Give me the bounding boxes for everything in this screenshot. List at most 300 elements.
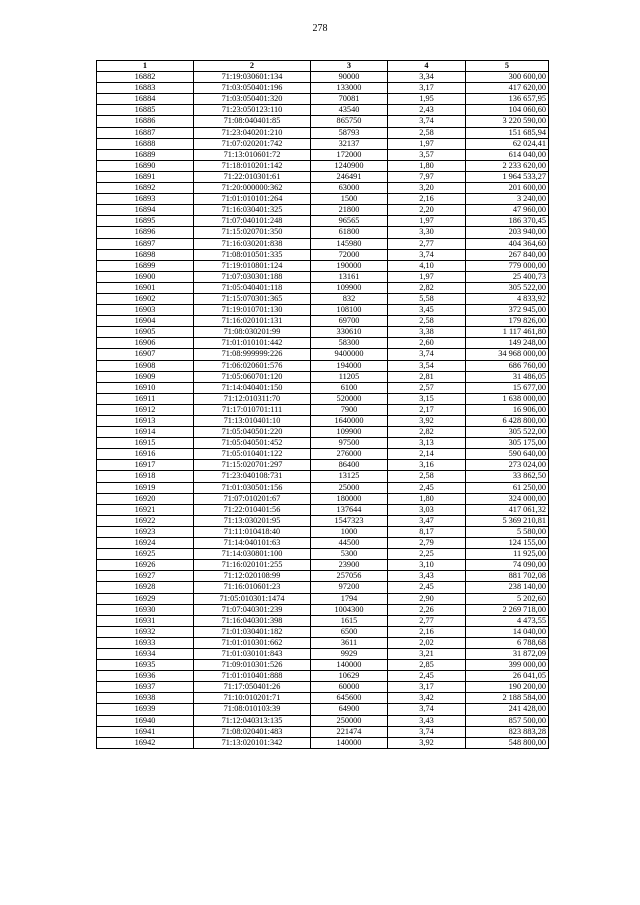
table-row bbox=[97, 316, 549, 327]
row-number-cell: 16932 bbox=[97, 626, 194, 637]
row-number-cell: 16931 bbox=[97, 615, 194, 626]
area-cell: 3611 bbox=[311, 637, 388, 648]
table-row bbox=[97, 460, 549, 471]
value-cell: 324 000,00 bbox=[466, 493, 549, 504]
cadastral-number-cell: 71:22:010301:61 bbox=[194, 171, 311, 182]
rate-cell: 2,82 bbox=[388, 282, 466, 293]
row-number-cell: 16937 bbox=[97, 682, 194, 693]
page-number: 278 bbox=[312, 23, 328, 34]
rate-cell: 3,30 bbox=[388, 227, 466, 238]
rate-cell: 3,43 bbox=[388, 715, 466, 726]
value-cell: 2 233 620,00 bbox=[466, 160, 549, 171]
area-cell: 96565 bbox=[311, 216, 388, 227]
row-number-cell: 16899 bbox=[97, 260, 194, 271]
row-number-cell: 16939 bbox=[97, 704, 194, 715]
cadastral-number-cell: 71:05:010401:122 bbox=[194, 449, 311, 460]
area-cell: 246491 bbox=[311, 171, 388, 182]
area-cell: 1547323 bbox=[311, 515, 388, 526]
area-cell: 1240900 bbox=[311, 160, 388, 171]
area-cell: 43540 bbox=[311, 105, 388, 116]
rate-cell: 2,82 bbox=[388, 427, 466, 438]
cadastral-number-cell: 71:20:000000:362 bbox=[194, 183, 311, 194]
value-cell: 881 702,08 bbox=[466, 571, 549, 582]
table-row bbox=[97, 726, 549, 737]
table-row bbox=[97, 404, 549, 415]
rate-cell: 3,17 bbox=[388, 83, 466, 94]
cadastral-number-cell: 71:16:040301:398 bbox=[194, 615, 311, 626]
rate-cell: 3,54 bbox=[388, 360, 466, 371]
cadastral-number-cell: 71:16:030201:838 bbox=[194, 238, 311, 249]
rate-cell: 3,38 bbox=[388, 327, 466, 338]
cadastral-number-cell: 71:07:010201:67 bbox=[194, 493, 311, 504]
column-header-3: 3 bbox=[311, 61, 388, 72]
table-row bbox=[97, 227, 549, 238]
value-cell: 857 500,00 bbox=[466, 715, 549, 726]
cadastral-number-cell: 71:07:020201:742 bbox=[194, 138, 311, 149]
area-cell: 9929 bbox=[311, 648, 388, 659]
cadastral-number-cell: 71:05:060701:120 bbox=[194, 371, 311, 382]
row-number-cell: 16926 bbox=[97, 560, 194, 571]
row-number-cell: 16894 bbox=[97, 205, 194, 216]
row-number-cell: 16901 bbox=[97, 282, 194, 293]
table-row bbox=[97, 138, 549, 149]
column-header-5: 5 bbox=[466, 61, 549, 72]
area-cell: 1500 bbox=[311, 194, 388, 205]
table-row bbox=[97, 671, 549, 682]
table-row bbox=[97, 737, 549, 748]
value-cell: 823 883,28 bbox=[466, 726, 549, 737]
table-row bbox=[97, 615, 549, 626]
rate-cell: 2,85 bbox=[388, 660, 466, 671]
cadastral-number-cell: 71:23:050123:110 bbox=[194, 105, 311, 116]
area-cell: 257056 bbox=[311, 571, 388, 582]
value-cell: 417 620,00 bbox=[466, 83, 549, 94]
cadastral-number-cell: 71:09:010301:526 bbox=[194, 660, 311, 671]
cadastral-number-cell: 71:23:040108:731 bbox=[194, 471, 311, 482]
value-cell: 34 968 000,00 bbox=[466, 349, 549, 360]
table-row bbox=[97, 260, 549, 271]
area-cell: 180000 bbox=[311, 493, 388, 504]
cadastral-number-cell: 71:17:010701:111 bbox=[194, 404, 311, 415]
area-cell: 64900 bbox=[311, 704, 388, 715]
row-number-cell: 16907 bbox=[97, 349, 194, 360]
table-row bbox=[97, 205, 549, 216]
table-row bbox=[97, 116, 549, 127]
table-row bbox=[97, 449, 549, 460]
table-row bbox=[97, 416, 549, 427]
area-cell: 11205 bbox=[311, 371, 388, 382]
table-row bbox=[97, 72, 549, 83]
area-cell: 194000 bbox=[311, 360, 388, 371]
rate-cell: 1,80 bbox=[388, 160, 466, 171]
row-number-cell: 16921 bbox=[97, 504, 194, 515]
area-cell: 6100 bbox=[311, 382, 388, 393]
table-row bbox=[97, 393, 549, 404]
table-row bbox=[97, 271, 549, 282]
cadastral-number-cell: 71:06:020601:576 bbox=[194, 360, 311, 371]
rate-cell: 3,21 bbox=[388, 648, 466, 659]
row-number-cell: 16909 bbox=[97, 371, 194, 382]
row-number-cell: 16892 bbox=[97, 183, 194, 194]
cadastral-number-cell: 71:08:020401:483 bbox=[194, 726, 311, 737]
cadastral-number-cell: 71:05:040401:118 bbox=[194, 282, 311, 293]
rate-cell: 3,92 bbox=[388, 416, 466, 427]
cadastral-number-cell: 71:14:040101:63 bbox=[194, 538, 311, 549]
cadastral-number-cell: 71:08:030201:99 bbox=[194, 327, 311, 338]
rate-cell: 2,57 bbox=[388, 382, 466, 393]
cadastral-number-cell: 71:16:020101:131 bbox=[194, 316, 311, 327]
value-cell: 201 600,00 bbox=[466, 183, 549, 194]
cadastral-number-cell: 71:08:010103:39 bbox=[194, 704, 311, 715]
area-cell: 1794 bbox=[311, 593, 388, 604]
value-cell: 6 788,68 bbox=[466, 637, 549, 648]
table-row bbox=[97, 438, 549, 449]
table-row bbox=[97, 526, 549, 537]
table-row bbox=[97, 360, 549, 371]
area-cell: 109900 bbox=[311, 282, 388, 293]
value-cell: 2 269 718,00 bbox=[466, 604, 549, 615]
rate-cell: 5,58 bbox=[388, 293, 466, 304]
cadastral-number-cell: 71:16:030401:325 bbox=[194, 205, 311, 216]
table-row bbox=[97, 549, 549, 560]
value-cell: 417 061,32 bbox=[466, 504, 549, 515]
row-number-cell: 16915 bbox=[97, 438, 194, 449]
rate-cell: 2,16 bbox=[388, 626, 466, 637]
table-row bbox=[97, 238, 549, 249]
row-number-cell: 16885 bbox=[97, 105, 194, 116]
value-cell: 3 240,00 bbox=[466, 194, 549, 205]
cadastral-number-cell: 71:01:030101:843 bbox=[194, 648, 311, 659]
value-cell: 26 041,05 bbox=[466, 671, 549, 682]
rate-cell: 2,16 bbox=[388, 194, 466, 205]
cadastral-number-cell: 71:01:030401:182 bbox=[194, 626, 311, 637]
rate-cell: 2,45 bbox=[388, 582, 466, 593]
table-row bbox=[97, 560, 549, 571]
area-cell: 250000 bbox=[311, 715, 388, 726]
cadastral-number-cell: 71:07:030301:188 bbox=[194, 271, 311, 282]
area-cell: 44500 bbox=[311, 538, 388, 549]
row-number-cell: 16893 bbox=[97, 194, 194, 205]
rate-cell: 2,81 bbox=[388, 371, 466, 382]
rate-cell: 3,20 bbox=[388, 183, 466, 194]
value-cell: 305 175,00 bbox=[466, 438, 549, 449]
row-number-cell: 16895 bbox=[97, 216, 194, 227]
cadastral-number-cell: 71:15:020701:297 bbox=[194, 460, 311, 471]
rate-cell: 3,03 bbox=[388, 504, 466, 515]
value-cell: 404 364,60 bbox=[466, 238, 549, 249]
cadastral-number-cell: 71:11:010418:40 bbox=[194, 526, 311, 537]
row-number-cell: 16935 bbox=[97, 660, 194, 671]
cadastral-number-cell: 71:01:010301:662 bbox=[194, 637, 311, 648]
rate-cell: 3,43 bbox=[388, 571, 466, 582]
cadastral-number-cell: 71:12:010311:70 bbox=[194, 393, 311, 404]
area-cell: 1640000 bbox=[311, 416, 388, 427]
cadastral-number-cell: 71:19:010701:130 bbox=[194, 305, 311, 316]
area-cell: 13161 bbox=[311, 271, 388, 282]
area-cell: 60000 bbox=[311, 682, 388, 693]
data-table bbox=[96, 60, 549, 749]
area-cell: 832 bbox=[311, 293, 388, 304]
row-number-cell: 16888 bbox=[97, 138, 194, 149]
rate-cell: 1,97 bbox=[388, 271, 466, 282]
value-cell: 1 964 533,27 bbox=[466, 171, 549, 182]
value-cell: 399 000,00 bbox=[466, 660, 549, 671]
value-cell: 1 117 461,80 bbox=[466, 327, 549, 338]
value-cell: 1 638 000,00 bbox=[466, 393, 549, 404]
row-number-cell: 16900 bbox=[97, 271, 194, 282]
table-row bbox=[97, 371, 549, 382]
cadastral-number-cell: 71:16:010601:23 bbox=[194, 582, 311, 593]
rate-cell: 4,10 bbox=[388, 260, 466, 271]
row-number-cell: 16908 bbox=[97, 360, 194, 371]
table-row bbox=[97, 338, 549, 349]
rate-cell: 2,90 bbox=[388, 593, 466, 604]
table-row bbox=[97, 515, 549, 526]
rate-cell: 3,15 bbox=[388, 393, 466, 404]
area-cell: 97500 bbox=[311, 438, 388, 449]
row-number-cell: 16918 bbox=[97, 471, 194, 482]
area-cell: 1615 bbox=[311, 615, 388, 626]
table-row bbox=[97, 538, 549, 549]
row-number-cell: 16925 bbox=[97, 549, 194, 560]
table-row bbox=[97, 582, 549, 593]
row-number-cell: 16887 bbox=[97, 127, 194, 138]
cadastral-number-cell: 71:13:010601:72 bbox=[194, 149, 311, 160]
row-number-cell: 16940 bbox=[97, 715, 194, 726]
area-cell: 133000 bbox=[311, 83, 388, 94]
row-number-cell: 16917 bbox=[97, 460, 194, 471]
row-number-cell: 16938 bbox=[97, 693, 194, 704]
table-row bbox=[97, 626, 549, 637]
row-number-cell: 16898 bbox=[97, 249, 194, 260]
rate-cell: 2,20 bbox=[388, 205, 466, 216]
area-cell: 23900 bbox=[311, 560, 388, 571]
rate-cell: 1,95 bbox=[388, 94, 466, 105]
table-row bbox=[97, 249, 549, 260]
row-number-cell: 16916 bbox=[97, 449, 194, 460]
table-row bbox=[97, 94, 549, 105]
row-number-cell: 16906 bbox=[97, 338, 194, 349]
row-number-cell: 16910 bbox=[97, 382, 194, 393]
value-cell: 179 826,00 bbox=[466, 316, 549, 327]
rate-cell: 3,13 bbox=[388, 438, 466, 449]
value-cell: 4 833,92 bbox=[466, 293, 549, 304]
rate-cell: 2,77 bbox=[388, 615, 466, 626]
rate-cell: 2,14 bbox=[388, 449, 466, 460]
table-row bbox=[97, 160, 549, 171]
value-cell: 305 522,00 bbox=[466, 427, 549, 438]
rate-cell: 3,34 bbox=[388, 72, 466, 83]
row-number-cell: 16934 bbox=[97, 648, 194, 659]
cadastral-number-cell: 71:14:030801:100 bbox=[194, 549, 311, 560]
rate-cell: 3,17 bbox=[388, 682, 466, 693]
cadastral-number-cell: 71:22:010401:56 bbox=[194, 504, 311, 515]
rate-cell: 7,97 bbox=[388, 171, 466, 182]
table-row bbox=[97, 327, 549, 338]
area-cell: 7900 bbox=[311, 404, 388, 415]
cadastral-number-cell: 71:10:010201:71 bbox=[194, 693, 311, 704]
area-cell: 97200 bbox=[311, 582, 388, 593]
table-row bbox=[97, 282, 549, 293]
area-cell: 58793 bbox=[311, 127, 388, 138]
cadastral-number-cell: 71:15:070301:365 bbox=[194, 293, 311, 304]
cadastral-number-cell: 71:03:050401:196 bbox=[194, 83, 311, 94]
rate-cell: 1,97 bbox=[388, 216, 466, 227]
rate-cell: 3,42 bbox=[388, 693, 466, 704]
area-cell: 221474 bbox=[311, 726, 388, 737]
column-header-2: 2 bbox=[194, 61, 311, 72]
cadastral-number-cell: 71:07:040101:248 bbox=[194, 216, 311, 227]
value-cell: 238 140,00 bbox=[466, 582, 549, 593]
area-cell: 10629 bbox=[311, 671, 388, 682]
table-row bbox=[97, 105, 549, 116]
cadastral-number-cell: 71:17:050401:26 bbox=[194, 682, 311, 693]
area-cell: 140000 bbox=[311, 660, 388, 671]
value-cell: 31 872,09 bbox=[466, 648, 549, 659]
area-cell: 276000 bbox=[311, 449, 388, 460]
table-row bbox=[97, 293, 549, 304]
value-cell: 6 428 800,00 bbox=[466, 416, 549, 427]
area-cell: 90000 bbox=[311, 72, 388, 83]
rate-cell: 3,74 bbox=[388, 704, 466, 715]
table-row bbox=[97, 648, 549, 659]
area-cell: 172000 bbox=[311, 149, 388, 160]
area-cell: 1000 bbox=[311, 526, 388, 537]
value-cell: 104 060,60 bbox=[466, 105, 549, 116]
rate-cell: 3,57 bbox=[388, 149, 466, 160]
value-cell: 5 202,60 bbox=[466, 593, 549, 604]
rate-cell: 2,77 bbox=[388, 238, 466, 249]
rate-cell: 2,58 bbox=[388, 127, 466, 138]
row-number-cell: 16911 bbox=[97, 393, 194, 404]
table-row bbox=[97, 171, 549, 182]
column-header-1: 1 bbox=[97, 61, 194, 72]
cadastral-number-cell: 71:13:010401:10 bbox=[194, 416, 311, 427]
value-cell: 16 906,00 bbox=[466, 404, 549, 415]
rate-cell: 1,80 bbox=[388, 493, 466, 504]
rate-cell: 8,17 bbox=[388, 526, 466, 537]
table-row bbox=[97, 571, 549, 582]
area-cell: 69700 bbox=[311, 316, 388, 327]
rate-cell: 3,45 bbox=[388, 305, 466, 316]
cadastral-number-cell: 71:13:020101:342 bbox=[194, 737, 311, 748]
row-number-cell: 16919 bbox=[97, 482, 194, 493]
cadastral-number-cell: 71:03:050401:320 bbox=[194, 94, 311, 105]
value-cell: 267 840,00 bbox=[466, 249, 549, 260]
cadastral-number-cell: 71:08:999999:226 bbox=[194, 349, 311, 360]
value-cell: 372 945,00 bbox=[466, 305, 549, 316]
rate-cell: 3,74 bbox=[388, 726, 466, 737]
row-number-cell: 16936 bbox=[97, 671, 194, 682]
rate-cell: 3,74 bbox=[388, 349, 466, 360]
value-cell: 11 925,00 bbox=[466, 549, 549, 560]
rate-cell: 2,25 bbox=[388, 549, 466, 560]
value-cell: 590 640,00 bbox=[466, 449, 549, 460]
row-number-cell: 16889 bbox=[97, 149, 194, 160]
table-row bbox=[97, 493, 549, 504]
area-cell: 86400 bbox=[311, 460, 388, 471]
value-cell: 548 800,00 bbox=[466, 737, 549, 748]
rate-cell: 2,45 bbox=[388, 671, 466, 682]
row-number-cell: 16930 bbox=[97, 604, 194, 615]
value-cell: 3 220 590,00 bbox=[466, 116, 549, 127]
table-row bbox=[97, 127, 549, 138]
cadastral-number-cell: 71:18:010201:142 bbox=[194, 160, 311, 171]
value-cell: 31 486,05 bbox=[466, 371, 549, 382]
area-cell: 63000 bbox=[311, 183, 388, 194]
value-cell: 14 040,00 bbox=[466, 626, 549, 637]
table-row bbox=[97, 704, 549, 715]
cadastral-number-cell: 71:01:010101:442 bbox=[194, 338, 311, 349]
table-row bbox=[97, 216, 549, 227]
value-cell: 203 940,00 bbox=[466, 227, 549, 238]
value-cell: 5 580,00 bbox=[466, 526, 549, 537]
area-cell: 25000 bbox=[311, 482, 388, 493]
value-cell: 686 760,00 bbox=[466, 360, 549, 371]
row-number-cell: 16902 bbox=[97, 293, 194, 304]
row-number-cell: 16928 bbox=[97, 582, 194, 593]
value-cell: 61 250,00 bbox=[466, 482, 549, 493]
value-cell: 4 473,55 bbox=[466, 615, 549, 626]
value-cell: 124 155,00 bbox=[466, 538, 549, 549]
table-row bbox=[97, 427, 549, 438]
rate-cell: 2,60 bbox=[388, 338, 466, 349]
area-cell: 109900 bbox=[311, 427, 388, 438]
value-cell: 300 600,00 bbox=[466, 72, 549, 83]
area-cell: 5300 bbox=[311, 549, 388, 560]
row-number-cell: 16904 bbox=[97, 316, 194, 327]
table-row bbox=[97, 604, 549, 615]
cadastral-number-cell: 71:05:040501:452 bbox=[194, 438, 311, 449]
table-row bbox=[97, 693, 549, 704]
area-cell: 145980 bbox=[311, 238, 388, 249]
rate-cell: 2,79 bbox=[388, 538, 466, 549]
area-cell: 58300 bbox=[311, 338, 388, 349]
rate-cell: 2,26 bbox=[388, 604, 466, 615]
row-number-cell: 16941 bbox=[97, 726, 194, 737]
rate-cell: 3,74 bbox=[388, 249, 466, 260]
area-cell: 61800 bbox=[311, 227, 388, 238]
area-cell: 21800 bbox=[311, 205, 388, 216]
row-number-cell: 16933 bbox=[97, 637, 194, 648]
table-row bbox=[97, 382, 549, 393]
area-cell: 1004300 bbox=[311, 604, 388, 615]
row-number-cell: 16903 bbox=[97, 305, 194, 316]
column-header-4: 4 bbox=[388, 61, 466, 72]
rate-cell: 2,02 bbox=[388, 637, 466, 648]
rate-cell: 2,58 bbox=[388, 316, 466, 327]
cadastral-number-cell: 71:05:040501:220 bbox=[194, 427, 311, 438]
row-number-cell: 16914 bbox=[97, 427, 194, 438]
area-cell: 865750 bbox=[311, 116, 388, 127]
row-number-cell: 16929 bbox=[97, 593, 194, 604]
cadastral-number-cell: 71:08:010501:335 bbox=[194, 249, 311, 260]
table-row bbox=[97, 660, 549, 671]
row-number-cell: 16924 bbox=[97, 538, 194, 549]
area-cell: 137644 bbox=[311, 504, 388, 515]
rate-cell: 3,10 bbox=[388, 560, 466, 571]
table-row bbox=[97, 471, 549, 482]
cadastral-number-cell: 71:01:030501:156 bbox=[194, 482, 311, 493]
rate-cell: 2,58 bbox=[388, 471, 466, 482]
row-number-cell: 16896 bbox=[97, 227, 194, 238]
row-number-cell: 16890 bbox=[97, 160, 194, 171]
area-cell: 72000 bbox=[311, 249, 388, 260]
value-cell: 241 428,00 bbox=[466, 704, 549, 715]
rate-cell: 1,97 bbox=[388, 138, 466, 149]
table-row bbox=[97, 149, 549, 160]
area-cell: 108100 bbox=[311, 305, 388, 316]
